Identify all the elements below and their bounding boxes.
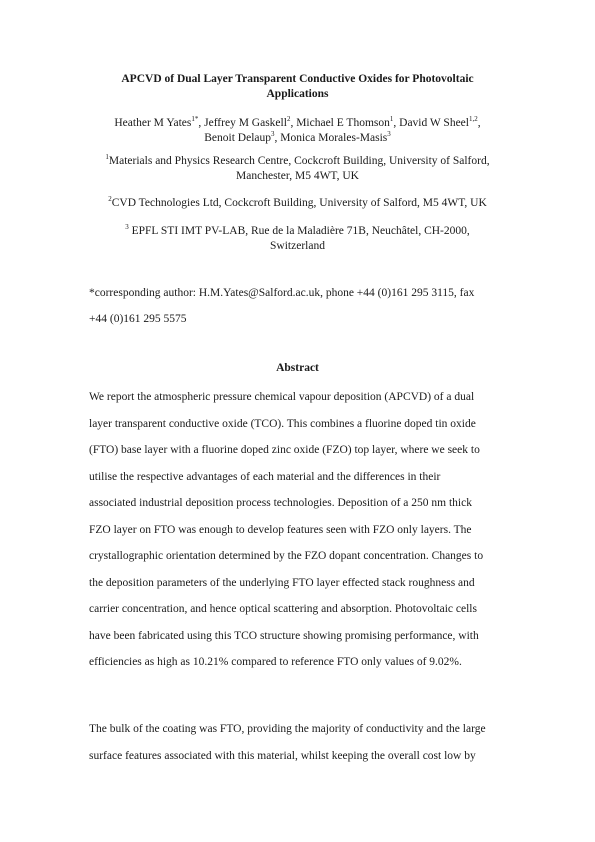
affiliation-2: [60, 196, 535, 211]
corresponding-line: *corresponding author: H.M.Yates@Salford.ac.uk, phone +44 (0)161 295 3115, fax: [89, 287, 475, 299]
abstract-line: (FTO) base layer with a fluorine doped zinc oxide (FZO) top layer, where we seek to: [89, 444, 480, 456]
body-paragraph: [89, 716, 509, 769]
affiliation-mark: 2: [108, 195, 112, 204]
author-affiliation-mark: 3: [387, 130, 391, 139]
affiliation-text: Materials and Physics Research Centre, Cockcroft Building, University of Salford,: [108, 155, 490, 167]
affiliation-1: [60, 154, 535, 184]
author-affiliation-mark: 1: [389, 115, 394, 124]
abstract-line: efficiencies as high as 10.21% compared to reference FTO only values of 9.02%.: [89, 656, 462, 668]
author-affiliation-mark: 1*: [191, 115, 199, 124]
author-affiliation-mark: 1,2: [468, 115, 478, 124]
author-name: Monica Morales-Masis: [280, 132, 388, 144]
abstract-line: crystallographic orientation determined by the FZO dopant concentration. Changes to: [89, 550, 484, 562]
abstract-line: carrier concentration, and hence optical scattering and absorption. Photovoltaic cells: [89, 603, 477, 615]
abstract-line: layer transparent conductive oxide (TCO). This combines a fluorine doped tin oxide: [89, 417, 476, 430]
affiliation-mark: 1: [105, 153, 109, 162]
author-name: Michael E Thomson: [296, 117, 390, 129]
author-line: Heather M Yates$^{1*}$, Jeffrey M Gaskell$^2$, Michael E Thomson$^1$, David W Sheel$^{1,2}$,: [114, 115, 481, 129]
paper-title: [60, 72, 535, 102]
abstract-heading: Abstract: [276, 362, 319, 374]
author-name: Heather M Yates: [114, 117, 192, 129]
title-line: APCVD of Dual Layer Transparent Conductive Oxides for Photovoltaic: [121, 73, 474, 85]
abstract-line: have been fabricated using this TCO structure showing promising performance, with: [89, 629, 479, 642]
body-line: surface features associated with this material, whilst keeping the overall cost low by: [89, 749, 476, 762]
title-line: Applications: [266, 88, 329, 100]
author-line: Benoit Delaup$^3$, Monica Morales-Masis$^3$: [204, 130, 391, 144]
author-affiliation-mark: 2: [286, 115, 291, 124]
abstract-line: utilise the respective advantages of each material and the differences in their: [89, 470, 441, 483]
corresponding-author: [89, 280, 509, 332]
abstract-line: associated industrial deposition process technologies. Deposition of a 250 nm thick: [89, 497, 472, 509]
corresponding-line: +44 (0)161 295 5575: [89, 313, 187, 325]
author-list: [60, 116, 535, 146]
affiliation-text: CVD Technologies Ltd, Cockcroft Building, University of Salford, M5 4WT, UK: [111, 197, 487, 209]
affiliation-3: [60, 224, 535, 254]
affiliation-text: Switzerland: [270, 240, 325, 252]
affiliation-mark: 3: [125, 223, 129, 232]
abstract-line: We report the atmospheric pressure chemical vapour deposition (APCVD) of a dual: [89, 391, 475, 403]
abstract-line: FZO layer on FTO was enough to develop features seen with FZO only layers. The: [89, 523, 472, 536]
abstract-line: the deposition parameters of the underlying FTO layer effected stack roughness and: [89, 576, 475, 589]
author-name: David W Sheel: [399, 117, 469, 129]
affiliation-text: EPFL STI IMT PV-LAB, Rue de la Maladière 71B, Neuchâtel, CH-2000,: [128, 225, 470, 237]
author-name: Benoit Delaup: [204, 132, 271, 144]
author-name: Jeffrey M Gaskell: [204, 117, 287, 129]
author-affiliation-mark: 3: [271, 130, 275, 139]
affiliation-text: Manchester, M5 4WT, UK: [236, 170, 359, 182]
abstract-body: [89, 384, 509, 676]
body-line: The bulk of the coating was FTO, providing the majority of conductivity and the large: [89, 723, 486, 735]
